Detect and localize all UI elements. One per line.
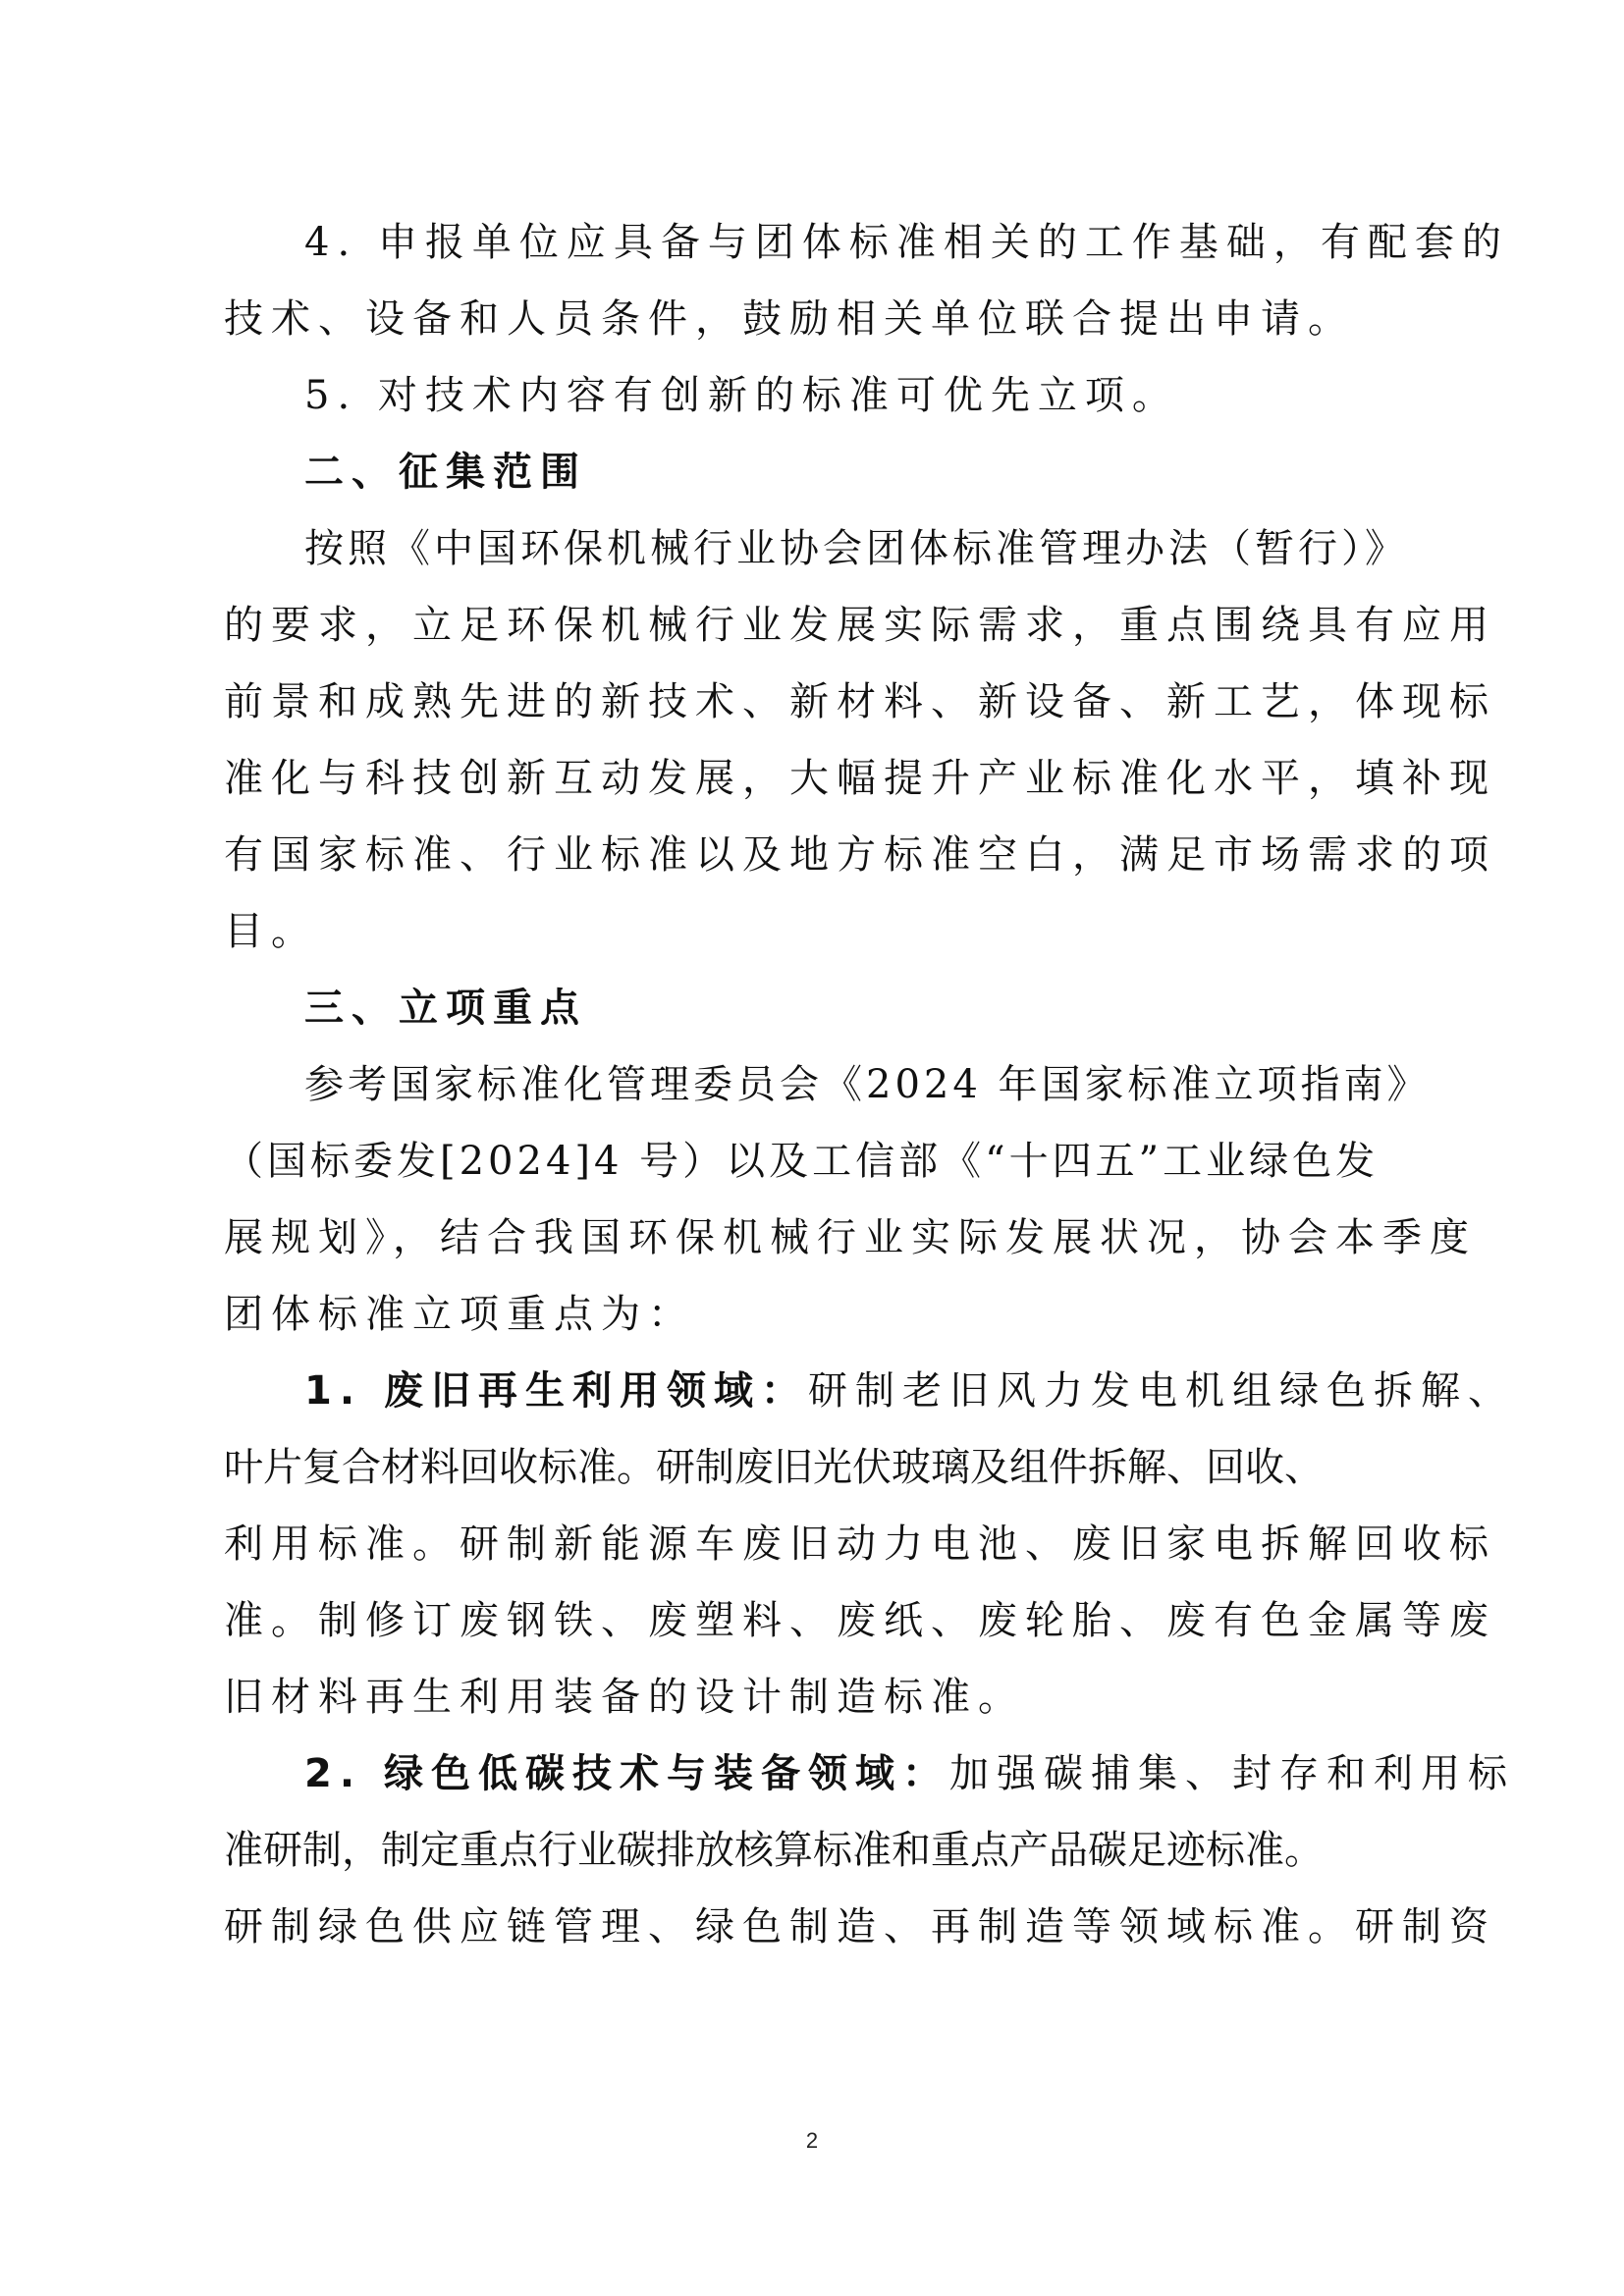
- section-2-paragraph-line: 有国家标准、行业标准以及地方标准空白，满足市场需求的项: [224, 832, 1496, 878]
- point-1-first-text: 研制老旧风力发电机组绿色拆解、: [807, 1368, 1515, 1414]
- section-3-paragraph-line: 展规划》，结合我国环保机械行业实际发展状况，协会本季度: [224, 1215, 1477, 1260]
- section-3-paragraph-line: 团体标准立项重点为：: [224, 1292, 695, 1337]
- point-1-line: 叶片复合材料回收标准。研制废旧光伏玻璃及组件拆解、回收、: [224, 1445, 1324, 1490]
- page-number: 2: [805, 2128, 819, 2153]
- point-1-line: 利用标准。研制新能源车废旧动力电池、废旧家电拆解回收标: [224, 1522, 1496, 1567]
- point-2-first-line: [224, 1735, 1515, 1812]
- section-3-paragraph-line: 参考国家标准化管理委员会《2024 年国家标准立项指南》: [304, 1062, 1431, 1107]
- point-2-line: 准研制，制定重点行业碳排放核算标准和重点产品碳足迹标准。: [224, 1828, 1324, 1873]
- section-2-paragraph-line: 目。: [224, 909, 318, 954]
- point-2-first-text: 加强碳捕集、封存和利用标: [948, 1751, 1515, 1796]
- section-2-paragraph-line: 准化与科技创新互动发展，大幅提升产业标准化水平，填补现: [224, 756, 1496, 801]
- section-2-paragraph-line: 按照《中国环保机械行业协会团体标准管理办法（暂行）》: [304, 526, 1408, 571]
- section-2-paragraph-line: 的要求，立足环保机械行业发展实际需求，重点围绕具有应用: [224, 603, 1496, 648]
- document-body: [224, 204, 1515, 1965]
- point-1-line: 旧材料再生利用装备的设计制造标准。: [224, 1675, 1025, 1720]
- item-5: 5. 对技术内容有创新的标准可优先立项。: [304, 373, 1179, 418]
- point-1-first-line: [224, 1353, 1515, 1429]
- point-1-label: 1. 废旧再生利用领域：: [304, 1368, 808, 1414]
- point-2-label: 2. 绿色低碳技术与装备领域：: [304, 1751, 949, 1796]
- item-4-line-2: 技术、设备和人员条件，鼓励相关单位联合提出申请。: [224, 296, 1355, 342]
- point-1-line: 准。制修订废钢铁、废塑料、废纸、废轮胎、废有色金属等废: [224, 1598, 1496, 1643]
- point-2-line: 研制绿色供应链管理、绿色制造、再制造等领域标准。研制资: [224, 1904, 1496, 1949]
- item-4-line-1: 4. 申报单位应具备与团体标准相关的工作基础，有配套的: [304, 220, 1509, 265]
- section-2-heading: 二、征集范围: [304, 450, 587, 495]
- section-3-heading: 三、立项重点: [304, 986, 587, 1031]
- section-2-paragraph-line: 前景和成熟先进的新技术、新材料、新设备、新工艺，体现标: [224, 679, 1496, 724]
- section-3-paragraph-line: （国标委发[2024]4 号）以及工信部《“十四五”工业绿色发: [224, 1139, 1380, 1184]
